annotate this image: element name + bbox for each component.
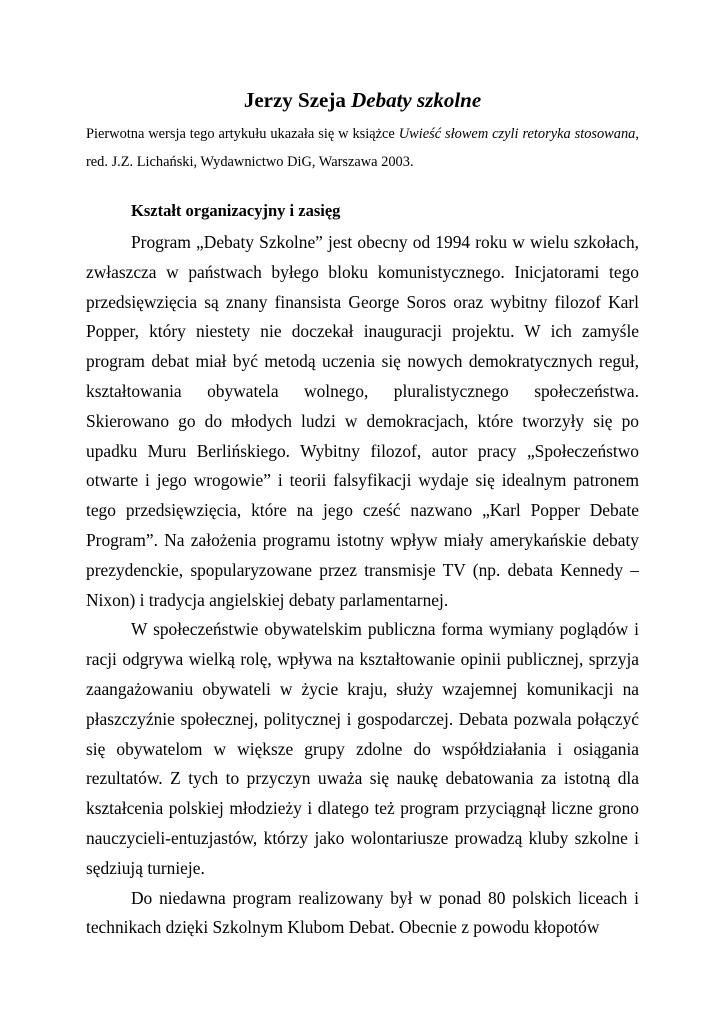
paragraph-3: Do niedawna program realizowany był w ponad 80 polskich liceach i technikach dzięki Szkolnym Klubom Debat. Obecnie z powodu kłopotów	[86, 887, 639, 938]
paragraph-2: W społeczeństwie obywatelskim publiczna forma wymiany poglądów i racji odgrywa wielką rolę, wpływa na kształtowanie opinii publicznej, sprzyja zaangażowaniu obywateli w życie kraju, służy wzajemnej komunikacji na płaszczyźnie społecznej, politycznej i gospodarczej. Debata pozwala połączyć się obywatelom w większe grupy zdolne do współdziałania i osiągania rezultatów. Z tych to przyczyn uważa się naukę debatowania za istotną dla kształcenia polskiej młodzieży i dlatego też program przyciągnął liczne grono nauczycieli-entuzjastów, którzy jako wolontariusze prowadzą kluby szkolne i sędziują turnieje.	[86, 619, 639, 878]
intro-note	[86, 120, 639, 176]
paragraph-1: Program „Debaty Szkolne” jest obecny od 1994 roku w wielu szkołach, zwłaszcza w państwach byłego bloku komunistycznego. Inicjatorami tego przedsięwzięcia są znany finansista George Soros oraz wybitny filozof Karl Popper, który niestety nie doczekał inauguracji projektu. W ich zamyśle program debat miał być metodą uczenia się nowych demokratycznych reguł, kształtowania obywatela wolnego, pluralistycznego społeczeństwa. Skierowano go do młodych ludzi w demokracjach, które tworzyły się po upadku Muru Berlińskiego. Wybitny filozof, autor pracy „Społeczeństwo otwarte i jego wrogowie” i teorii falsyfikacji wydaje się idealnym patronem tego przedsięwzięcia, które na jego cześć nazwano „Karl Popper Debate Program”. Na założenia programu istotny wpływ miały amerykańskie debaty prezydenckie, spopularyzowane przez transmisje TV (np. debata Kennedy – Nixon) i tradycja angielskiej debaty parlamentarnej.	[86, 232, 639, 610]
intro-book-title: Uwieść słowem czyli retoryka stosowana	[398, 126, 636, 142]
title-author: Jerzy Szeja	[243, 88, 346, 112]
intro-text-before: Pierwotna wersja tego artykułu ukazała się w książce	[86, 126, 399, 142]
page-title	[0, 86, 725, 114]
section-heading: Kształt organizacyjny i zasięg	[131, 201, 341, 220]
title-work: Debaty szkolne	[351, 88, 482, 112]
body-text	[86, 228, 639, 943]
intro-text-after: , red. J.Z. Lichański, Wydawnictwo DiG, Warszawa 2003.	[86, 126, 639, 170]
